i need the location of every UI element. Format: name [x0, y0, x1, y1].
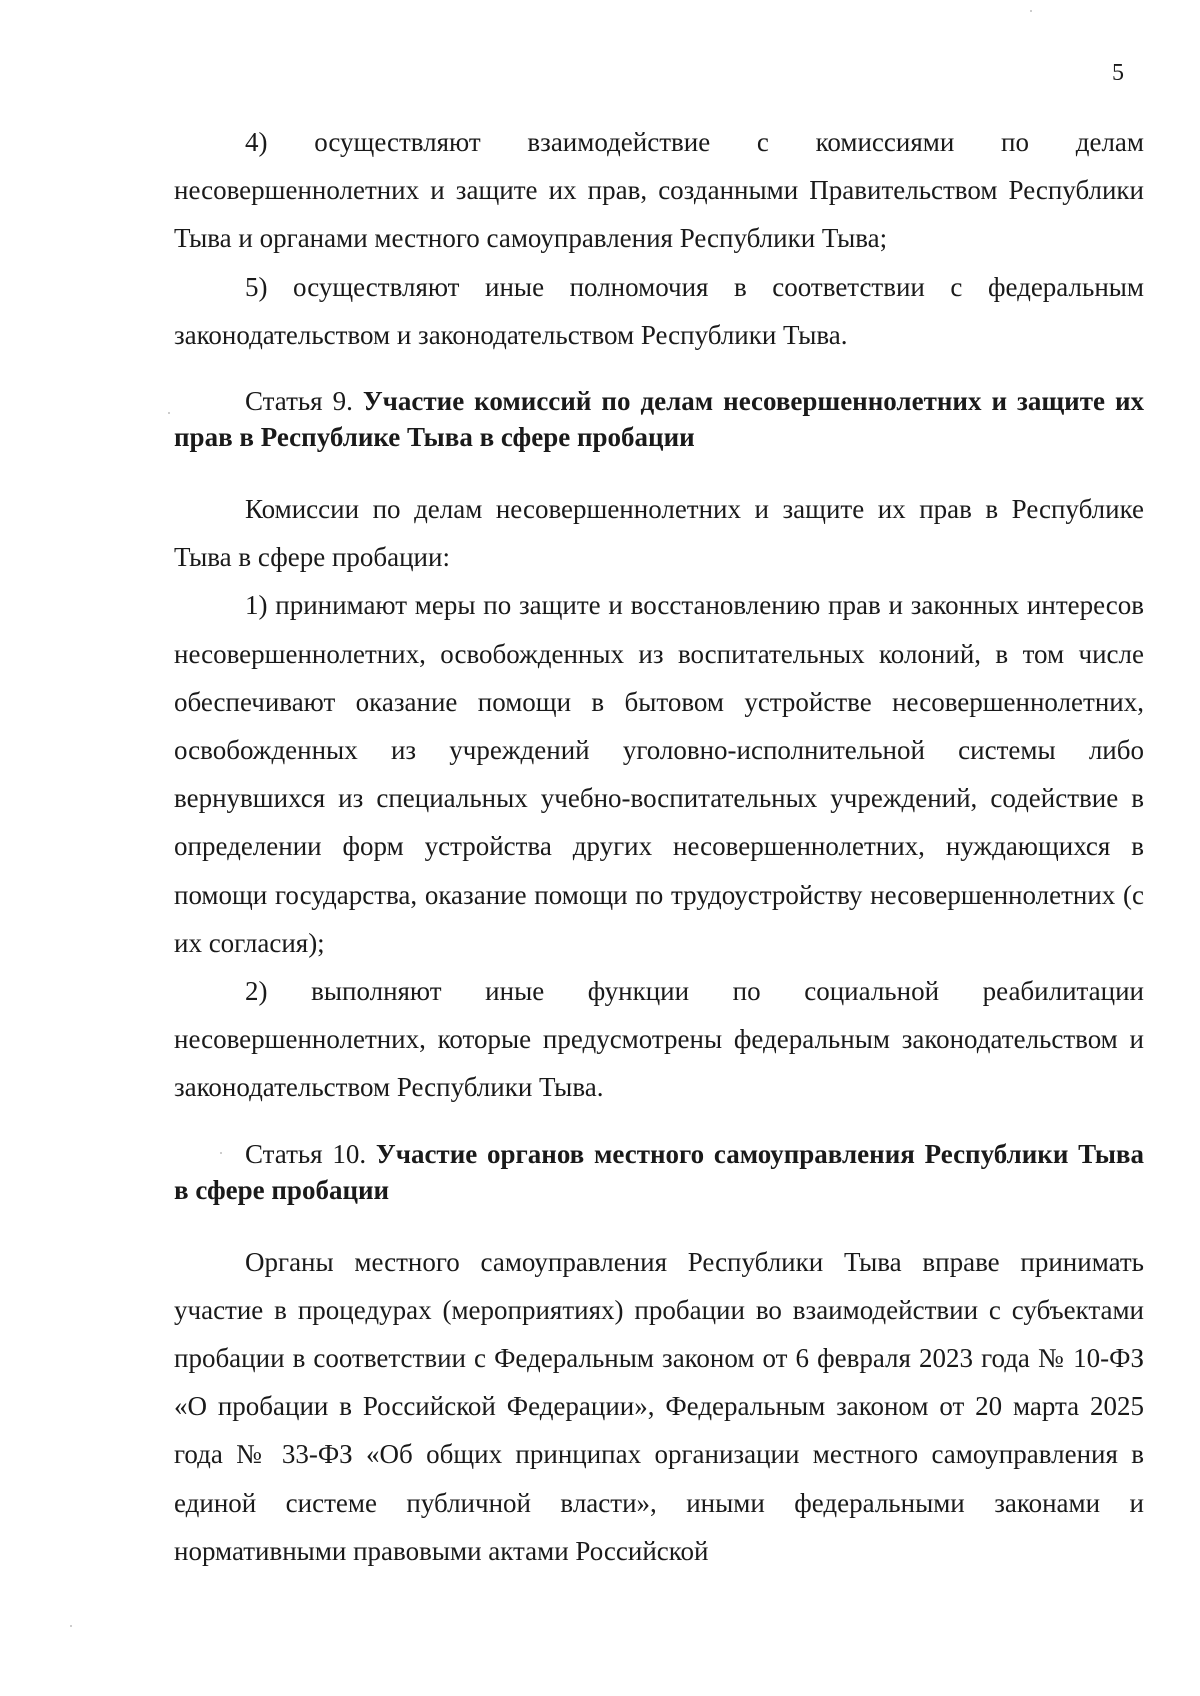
page-number: 5 — [1112, 60, 1124, 86]
article-9-item-2: 2) выполняют иные функции по социальной реабилитации несовершеннолетних, которые предусмотрены федеральным законодательством и законодательством Республики Тыва. — [174, 976, 1144, 1103]
document-body — [174, 118, 1144, 1575]
paragraph-item-5: 5) осуществляют иные полномочия в соответствии с федеральным законодательством и законодательством Республики Тыва. — [174, 271, 1144, 350]
article-9-number: Статья 9. — [245, 386, 353, 417]
article-9-title: Участие комиссий по делам несовершеннолетних и защите их прав в Республике Тыва в сфере пробации — [174, 386, 1144, 453]
scan-speck — [168, 412, 170, 414]
article-10-number: Статья 10. — [245, 1138, 367, 1169]
paragraph-item-4: 4) осуществляют взаимодействие с комиссиями по делам несовершеннолетних и защите их прав, созданными Правительством Республики Тыва и органами местного самоуправления Республики Тыва; — [174, 127, 1144, 254]
article-10-heading — [174, 1136, 1144, 1208]
scan-speck — [70, 1625, 72, 1627]
scan-speck — [1030, 10, 1032, 12]
article-9-intro: Комиссии по делам несовершеннолетних и защите их прав в Республике Тыва в сфере пробации: — [174, 494, 1144, 573]
article-9-heading — [174, 383, 1144, 455]
article-10-title: Участие органов местного самоуправления Республики Тыва в сфере пробации — [174, 1138, 1145, 1205]
scan-speck — [220, 1152, 222, 1154]
article-9-item-1: 1) принимают меры по защите и восстановлению прав и законных интересов несовершеннолетних, освобожденных из воспитательных колоний, в том числе обеспечивают оказание помощи в бытовом устройстве несовершеннолетних, освобожденных из учреждений уголовно-исполнительной системы либо вернувшихся из специальных учебно-воспитательных учреждений, содействие в определении форм устройства других несовершеннолетних, нуждающихся в помощи государства, оказание помощи по трудоустройству несовершеннолетних (с их согласия); — [174, 590, 1144, 958]
article-10-paragraph: Органы местного самоуправления Республики Тыва вправе принимать участие в процедурах (мероприятиях) пробации во взаимодействии с субъектами пробации в соответствии с Федеральным законом от 6 февраля 2023 года № 10-ФЗ «О пробации в Российской Федерации», Федеральным законом от 20 марта 2025 года № 33-ФЗ «Об общих принципах организации местного самоуправления в единой системе публичной власти», иными федеральными законами и нормативными правовыми актами Российской — [174, 1246, 1144, 1566]
